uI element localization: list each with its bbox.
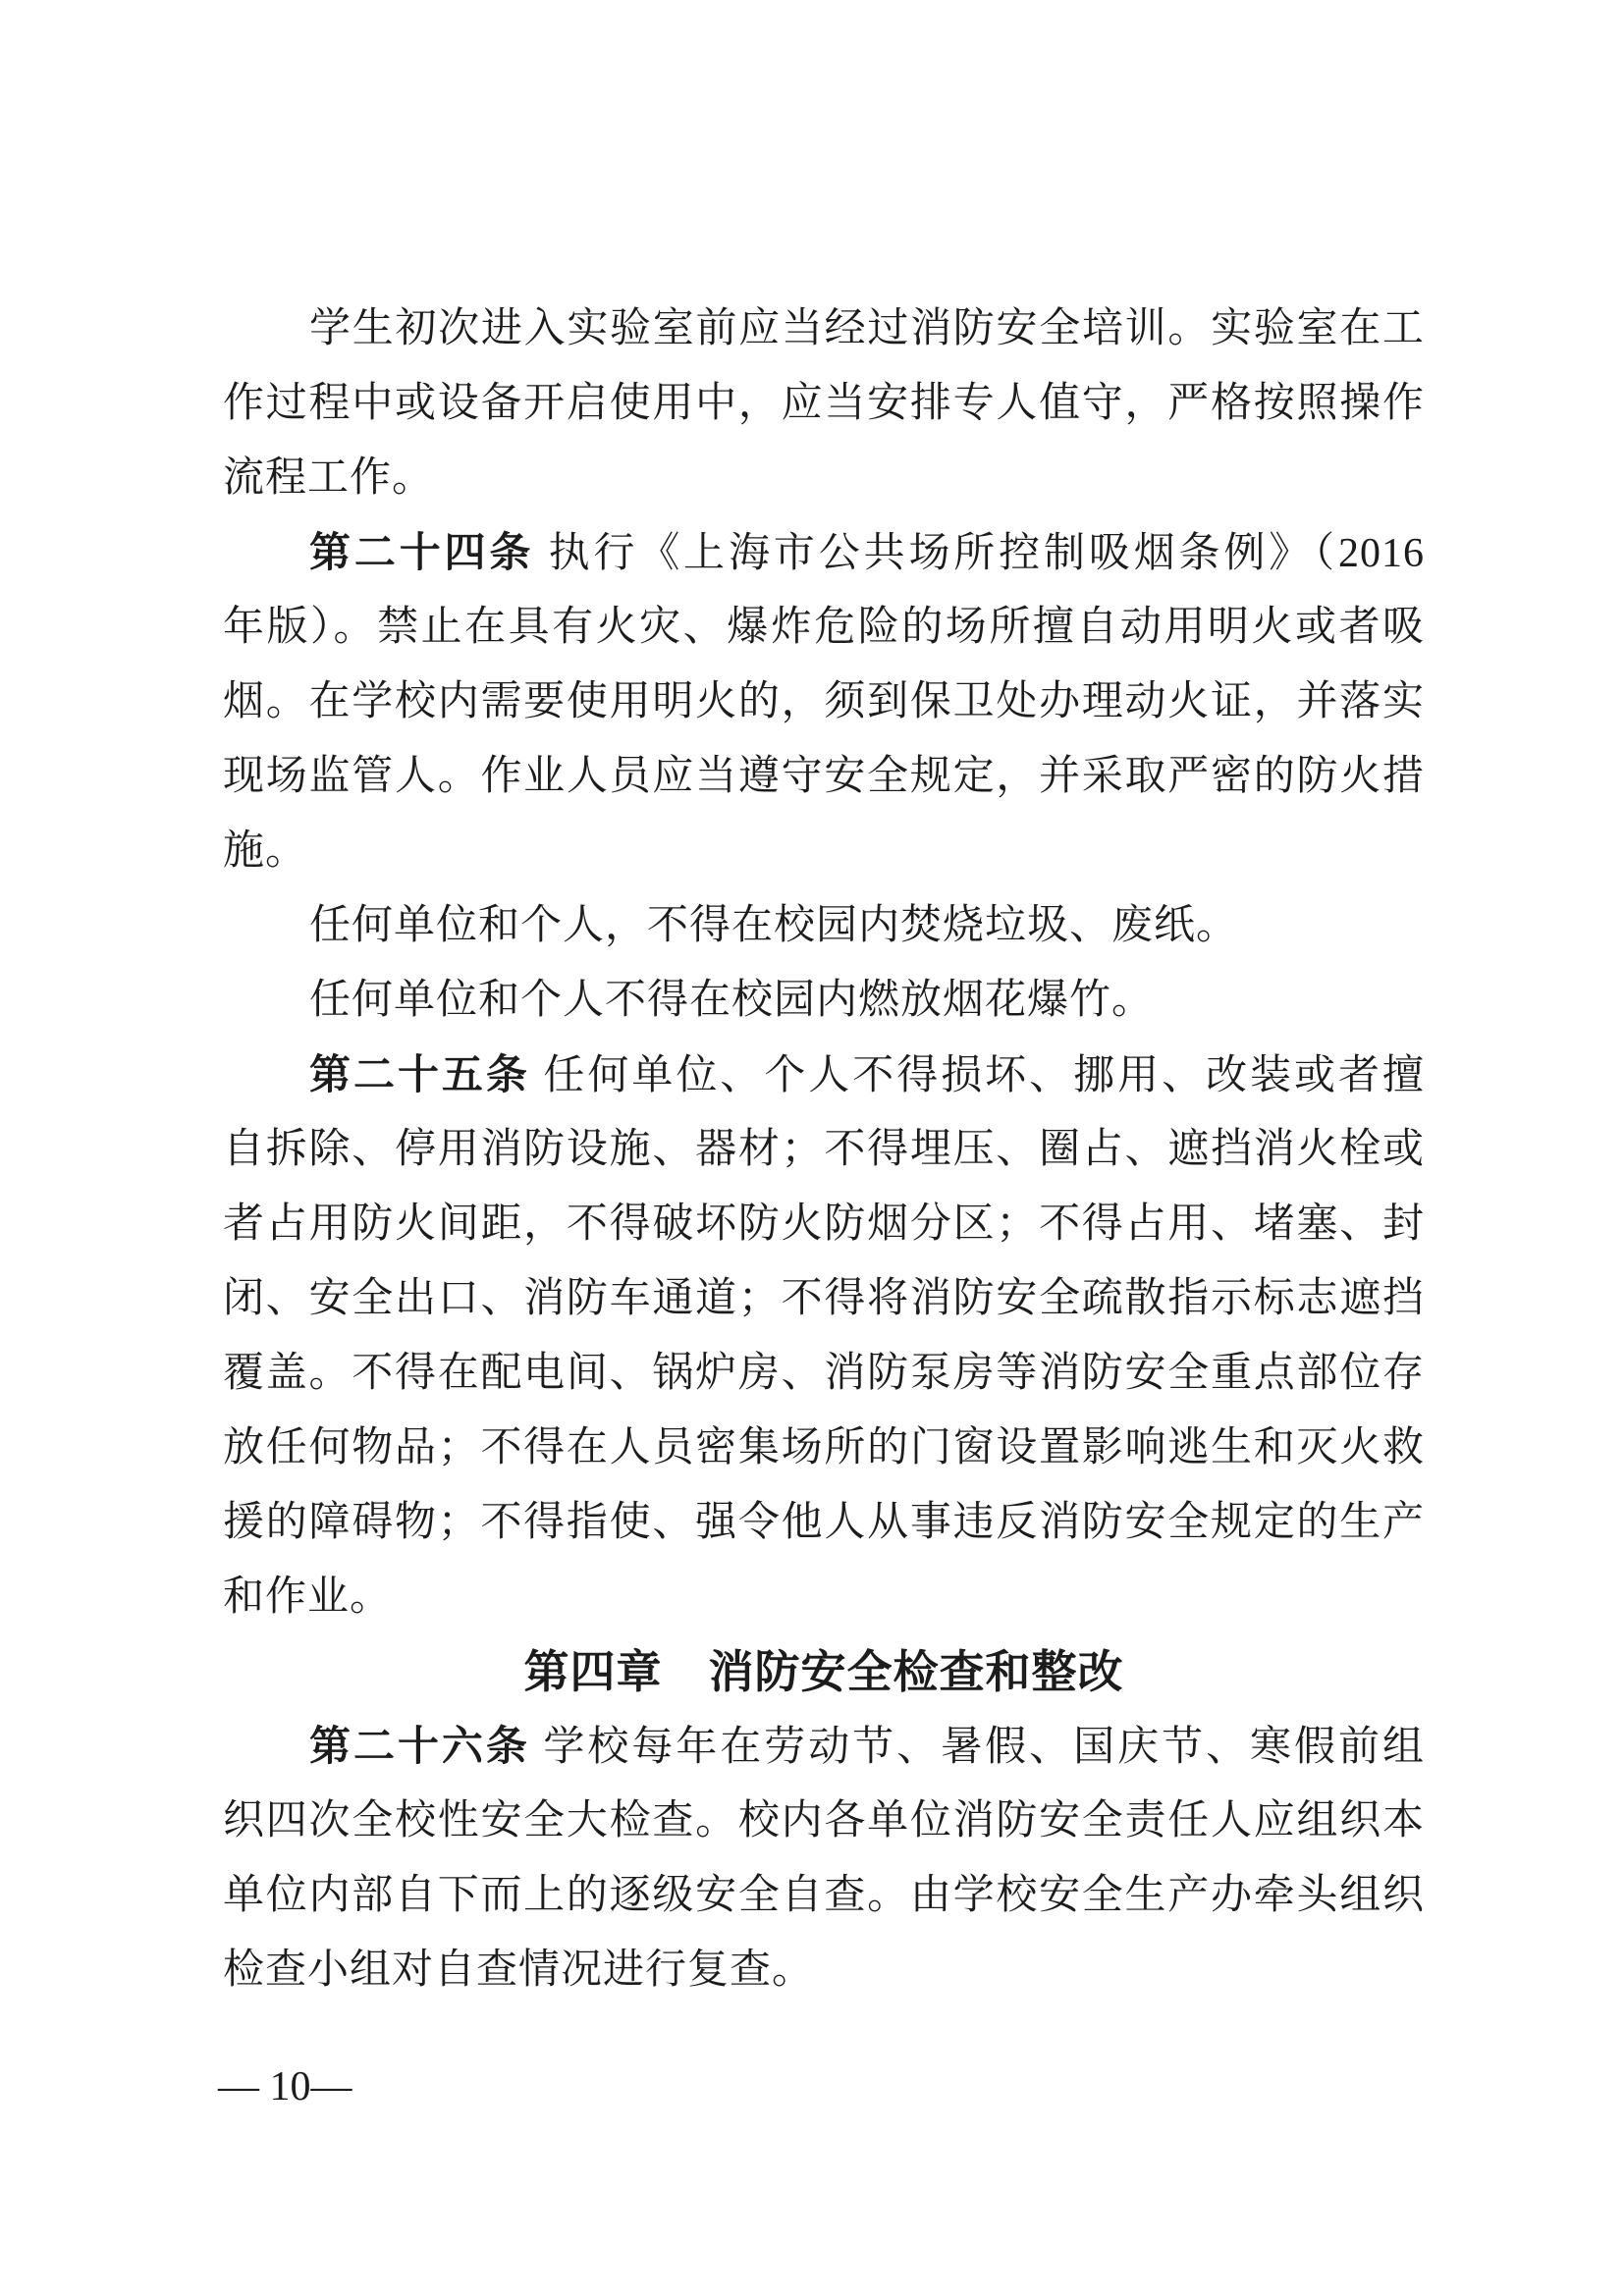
paragraph-line [223, 739, 1425, 814]
document-body [223, 292, 1425, 2007]
text-run: 作过程中或设备开启使用中，应当安排专人值守，严格按照操作 [223, 381, 1425, 426]
paragraph-line [223, 1784, 1425, 1858]
text-run: 援的障碍物；不得指使、强令他人从事违反消防安全规定的生产 [223, 1500, 1425, 1545]
paragraph-line [223, 888, 1425, 963]
text-run: 自拆除、停用消防设施、器材；不得埋压、圈占、遮挡消火栓或 [223, 1127, 1425, 1172]
paragraph-line [223, 1038, 1425, 1112]
text-run: 织四次全校性安全大检查。校内各单位消防安全责任人应组织本 [223, 1798, 1425, 1843]
text-run: 放任何物品；不得在人员密集场所的门窗设置影响逃生和灭火救 [223, 1425, 1425, 1470]
text-run: 烟。在学校内需要使用明火的，须到保卫处办理动火证，并落实 [223, 679, 1425, 724]
paragraph-line [223, 1261, 1425, 1336]
paragraph-line [223, 515, 1425, 590]
text-run: 单位内部自下而上的逐级安全自查。由学校安全生产办牵头组织 [223, 1873, 1425, 1918]
paragraph-line [223, 1112, 1425, 1187]
text-run: 任何单位、个人不得损坏、挪用、改装或者擅 [529, 1053, 1425, 1098]
paragraph-line [223, 1709, 1425, 1784]
text-run: 现场监管人。作业人员应当遵守安全规定，并采取严密的防火措 [223, 754, 1425, 799]
paragraph-line [223, 665, 1425, 739]
page-number: — 10— [218, 2064, 352, 2109]
paragraph-line [223, 1560, 1425, 1634]
text-run: 检查小组对自查情况进行复查。 [223, 1948, 815, 1993]
text-run: 年版）。禁止在具有火灾、爆炸危险的场所擅自动用明火或者吸 [223, 605, 1425, 650]
text-run: 和作业。 [223, 1575, 393, 1620]
chapter-heading-text: 第四章 消防安全检查和整改 [523, 1646, 1124, 1697]
paragraph-line [223, 1485, 1425, 1560]
text-run: 任何单位和个人不得在校园内燃放烟花爆竹。 [309, 978, 1155, 1023]
paragraph-line [223, 292, 1425, 366]
article-number-label: 第二十五条 [309, 1051, 530, 1097]
paragraph-line [223, 366, 1425, 441]
article-number-label: 第二十四条 [309, 529, 535, 575]
paragraph-line [223, 814, 1425, 888]
paragraph-line [223, 1187, 1425, 1261]
paragraph-line [223, 1411, 1425, 1485]
paragraph-line [223, 1336, 1425, 1411]
text-run: 执行《上海市公共场所控制吸烟条例》（2016 [534, 531, 1425, 576]
text-run: 施。 [223, 828, 308, 874]
text-run: 流程工作。 [223, 455, 435, 501]
paragraph-line [223, 1858, 1425, 1933]
text-run: 学校每年在劳动节、暑假、国庆节、寒假前组 [529, 1725, 1425, 1770]
paragraph-line [223, 963, 1425, 1038]
text-run: 覆盖。不得在配电间、锅炉房、消防泵房等消防安全重点部位存 [223, 1351, 1425, 1396]
paragraph-line [223, 1933, 1425, 2007]
chapter-heading [223, 1634, 1425, 1709]
paragraph-line [223, 441, 1425, 515]
paragraph-line [223, 590, 1425, 665]
text-run: 者占用防火间距，不得破坏防火防烟分区；不得占用、堵塞、封 [223, 1201, 1425, 1247]
text-run: 任何单位和个人，不得在校园内焚烧垃圾、废纸。 [309, 903, 1239, 948]
article-number-label: 第二十六条 [309, 1723, 530, 1769]
text-run: 学生初次进入实验室前应当经过消防安全培训。实验室在工 [309, 306, 1425, 351]
text-run: 闭、安全出口、消防车通道；不得将消防安全疏散指示标志遮挡 [223, 1276, 1425, 1321]
